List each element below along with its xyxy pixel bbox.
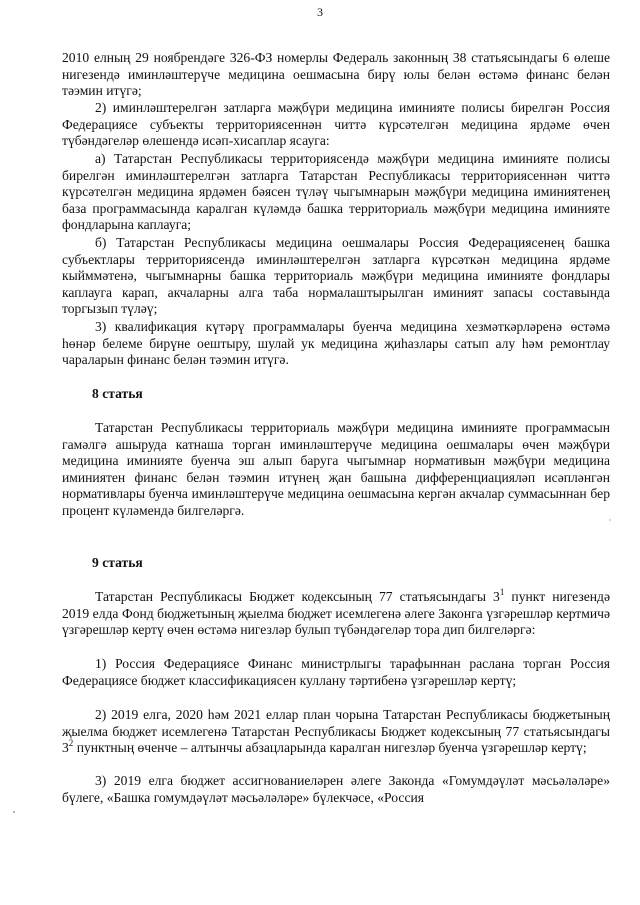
article-9-intro-text: Татарстан Республикасы Бюджет кодексының 77 статьясындагы 3 [95, 589, 500, 604]
article-9-intro-text-cont: пункт нигезендә 2019 елда Фонд бюджетының җыелма бюджет исемлегенә әлеге Законга үзгәрешләр кертмичә үзгәрешләр кертү өчен өстәмә нигезләр булып түбәндәгеләр тора дип билгеләргә: [62, 589, 610, 637]
article-8-heading: 8 статья [92, 386, 143, 401]
paragraph-continuation: 2010 елның 29 ноябрендәге 326-ФЗ номерлы Федераль законның 38 статьясындагы 6 өлеше нигезендә иминләштерүче медицина оешмасына бирү юлы белән өстәмә финанс белән тәэмин итүгә; [62, 50, 610, 98]
article-9-intro [62, 589, 610, 639]
superscript-2: 2 [68, 738, 74, 748]
paragraph-item-b: б) Татарстан Республикасы медицина оешмалары Россия Федерациясенең башка субъектлары территориясендә иминләштерелгән затларга күрсәткән медицина ярдәме кыйммәтенә, чыгымнарны башка территориаль мәҗбүри медицина иминияте фондлары каплауга карап, акчаларны алга таба нормалаштырылган иминият запасы составында торгызып түләү; [62, 235, 610, 316]
paragraph-item-3: 3) квалификация күтәрү программалары буенча медицина хезмәткәрләренә өстәмә һөнәр белеме бирүне оештыру, шулай ук медицина җиһазлары сатып алу һәм ремонтлау чараларын финанс белән тәэмин итүгә. [62, 319, 610, 367]
paragraph-item-2: 2) иминләштерелгән затларга мәҗбүри медицина иминияте полисы бирелгән Россия Федерациясе субъекты территориясеннән читтә күрсәтелгән медицина ярдәме өчен түбәндәгеләр өлешендә исәп-хисаплар ясауга: [62, 100, 610, 148]
article-9-item-2-text-cont: пунктның өченче – алтынчы абзацларында каралган нигезләр буенча үзгәрешләр кертү; [73, 740, 587, 755]
article-8-text: Татарстан Республикасы территориаль мәҗбүри медицина иминияте программасын гамәлгә ашыруда катнаша торган иминләштерүче медицина оешмалары өчен мәҗбүри медицина иминияте буенча эш алып баруга чыгымнар нормативын мәҗбүри медицина иминиятен финанс белән тәэмин итүнең җан башына дифференциацияләп исәпләнгән нормативлары буенча иминләштерүче медицина оешмасына кергән акчалар суммасыннан бер процент күләмендә билгеләргә. [62, 420, 610, 518]
paragraph-item-a: а) Татарстан Республикасы территориясендә мәҗбүри медицина иминияте полисы бирелгән иминләштерелгән затларга Татарстан Республикасы территориясеннән читтә күрсәтелгән медицина ярдәмен бәясен түләү чыгымнарын мәҗбүри медицина иминиятенең база программасында каралган күләмдә башка территориаль мәҗбүри медицина иминияте фондларына каплауга; [62, 151, 610, 232]
page-number: 3 [317, 5, 323, 19]
article-9-item-2 [62, 707, 610, 757]
article-9-item-3: 3) 2019 елга бюджет ассигнованиеләрен әлеге Законда «Гомумдәүләт мәсьәләләре» бүлеге, «Башка гомумдәүләт мәсьәләләре» бүлекчәсе, «Россия [62, 773, 610, 805]
article-9-item-2-text: 2) 2019 елга, 2020 һәм 2021 еллар план чорына Татарстан Республикасы бюджетының җыелма бюджет исемлегенә Татарстан Республикасы Бюджет кодексының 77 статьясындагы 3 [62, 707, 610, 755]
article-9-item-1: 1) Россия Федерациясе Финанс министрлыгы тарафыннан раслана торган Россия Федерациясе бюджет классификациясен куллану тәртибенә үзгәрешләр кертү; [62, 656, 610, 688]
article-9-heading: 9 статья [92, 555, 143, 570]
superscript-1: 1 [499, 587, 505, 597]
